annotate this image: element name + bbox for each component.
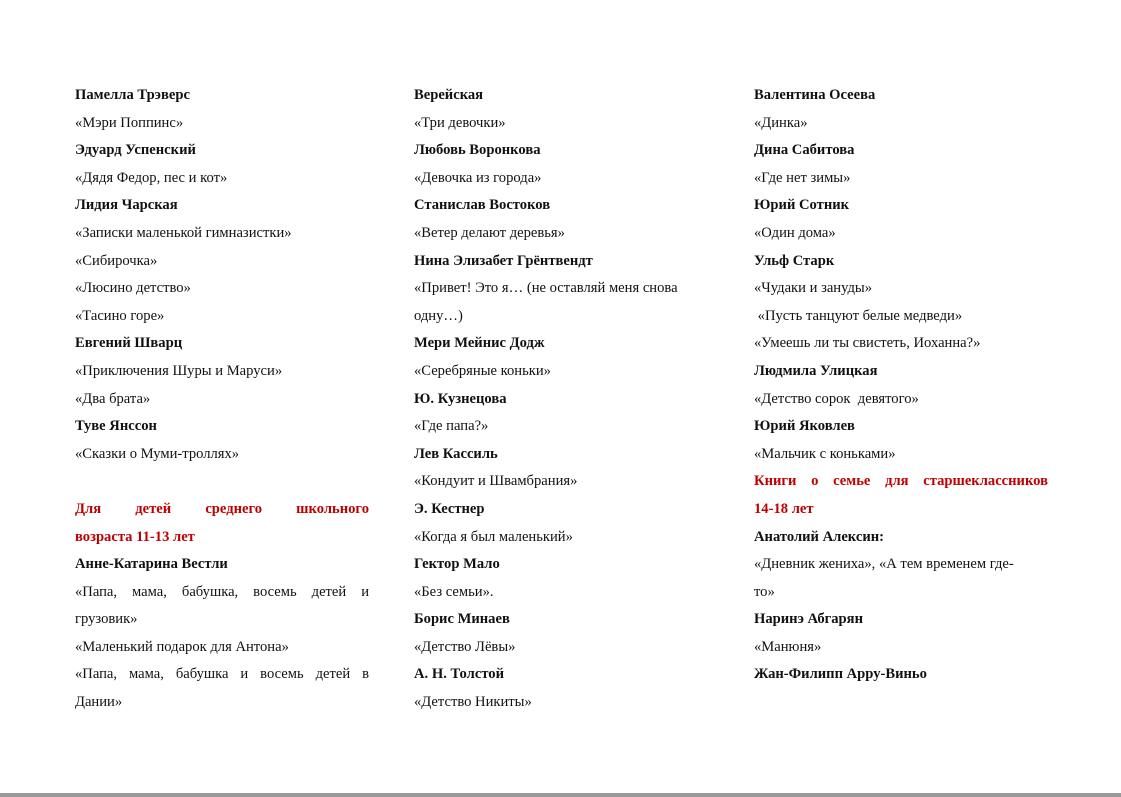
author-name: Людмила Улицкая: [754, 362, 878, 379]
author-name: Жан-Филипп Арру-Виньо: [754, 666, 927, 683]
author-name: Нина Элизабет Грёнтвендт: [414, 252, 593, 269]
section-heading-line: Для детей среднего школьного: [75, 500, 369, 517]
book-title: «Манюня»: [754, 638, 822, 655]
author-name: Лев Кассиль: [414, 445, 498, 462]
book-title-line: «Папа, мама, бабушка и восемь детей в: [75, 666, 369, 683]
book-title: «Дядя Федор, пес и кот»: [75, 169, 228, 186]
author-name: Памелла Трэверс: [75, 87, 190, 103]
blank-line: [75, 468, 369, 496]
book-title: «Когда я был маленький»: [414, 528, 573, 545]
column-2: [414, 82, 708, 717]
author-name: Евгений Шварц: [75, 335, 183, 352]
book-title: «Один дома»: [754, 224, 836, 241]
author-name: Э. Кестнер: [414, 500, 485, 517]
author-name: Борис Минаев: [414, 611, 510, 628]
book-title: «Детство Лёвы»: [414, 638, 516, 655]
book-title: «Ветер делают деревья»: [414, 224, 565, 241]
book-title: «Два брата»: [75, 390, 151, 407]
author-name: Ю. Кузнецова: [414, 390, 507, 407]
book-title: «Детство Никиты»: [414, 694, 532, 711]
book-title-line: Дании»: [75, 694, 123, 711]
book-title: «Три девочки»: [414, 114, 506, 131]
author-name: Валентина Осеева: [754, 87, 876, 103]
column-1: [75, 82, 369, 717]
author-name: Анне-Катарина Вестли: [75, 556, 228, 573]
author-name: Лидия Чарская: [75, 197, 178, 214]
book-title-line: «Привет! Это я… (не оставляй меня снова: [414, 280, 678, 297]
author-name: Станислав Востоков: [414, 197, 551, 214]
author-name: Дина Сабитова: [754, 142, 855, 159]
section-heading-line: Книги о семье для старшеклассников: [754, 473, 1048, 490]
bottom-divider: [0, 793, 1121, 797]
book-title: «Кондуит и Швамбрания»: [414, 473, 578, 490]
book-title: «Серебряные коньки»: [414, 362, 551, 379]
book-title-line: «Дневник жениха», «А тем временем где-: [754, 556, 1014, 573]
author-name: Анатолий Алексин:: [754, 528, 885, 545]
book-title: «Записки маленькой гимназистки»: [75, 224, 292, 241]
column-3: [754, 82, 1048, 689]
book-title-line: то»: [754, 583, 775, 600]
book-title: «Динка»: [754, 114, 808, 131]
author-name: Ульф Старк: [754, 252, 835, 269]
author-name: Гектор Мало: [414, 556, 500, 573]
book-title-line: одну…): [414, 307, 463, 324]
author-name: Верейская: [414, 87, 484, 103]
author-name: Туве Янссон: [75, 418, 157, 435]
book-title-line: «Папа, мама, бабушка, восемь детей и: [75, 583, 369, 600]
book-title: «Где нет зимы»: [754, 169, 851, 186]
author-name: А. Н. Толстой: [414, 666, 505, 683]
book-title: «Сказки о Муми-троллях»: [75, 445, 240, 462]
author-name: Любовь Воронкова: [414, 142, 541, 159]
author-name: Юрий Сотник: [754, 197, 850, 214]
book-title: «Умеешь ли ты свистеть, Иоханна?»: [754, 335, 981, 352]
section-heading-line: возраста 11-13 лет: [75, 528, 195, 545]
book-title: «Пусть танцуют белые медведи»: [754, 307, 963, 324]
book-title: «Тасино горе»: [75, 307, 165, 324]
book-title: «Мэри Поппинс»: [75, 114, 184, 131]
book-title: «Приключения Шуры и Маруси»: [75, 362, 283, 379]
author-name: Наринэ Абгарян: [754, 611, 863, 628]
author-name: Юрий Яковлев: [754, 418, 855, 435]
author-name: Эдуард Успенский: [75, 142, 196, 159]
book-title: «Без семьи».: [414, 583, 494, 600]
book-title: «Где папа?»: [414, 418, 489, 435]
book-title: «Детство сорок девятого»: [754, 390, 919, 407]
book-title: «Мальчик с коньками»: [754, 445, 896, 462]
section-heading-line: 14-18 лет: [754, 500, 814, 517]
book-title: «Люсино детство»: [75, 280, 191, 297]
book-title: «Девочка из города»: [414, 169, 542, 186]
book-title-line: грузовик»: [75, 611, 138, 628]
book-title: «Маленький подарок для Антона»: [75, 638, 289, 655]
author-name: Мери Мейнис Додж: [414, 335, 545, 352]
book-title: «Чудаки и зануды»: [754, 280, 873, 297]
book-title: «Сибирочка»: [75, 252, 158, 269]
